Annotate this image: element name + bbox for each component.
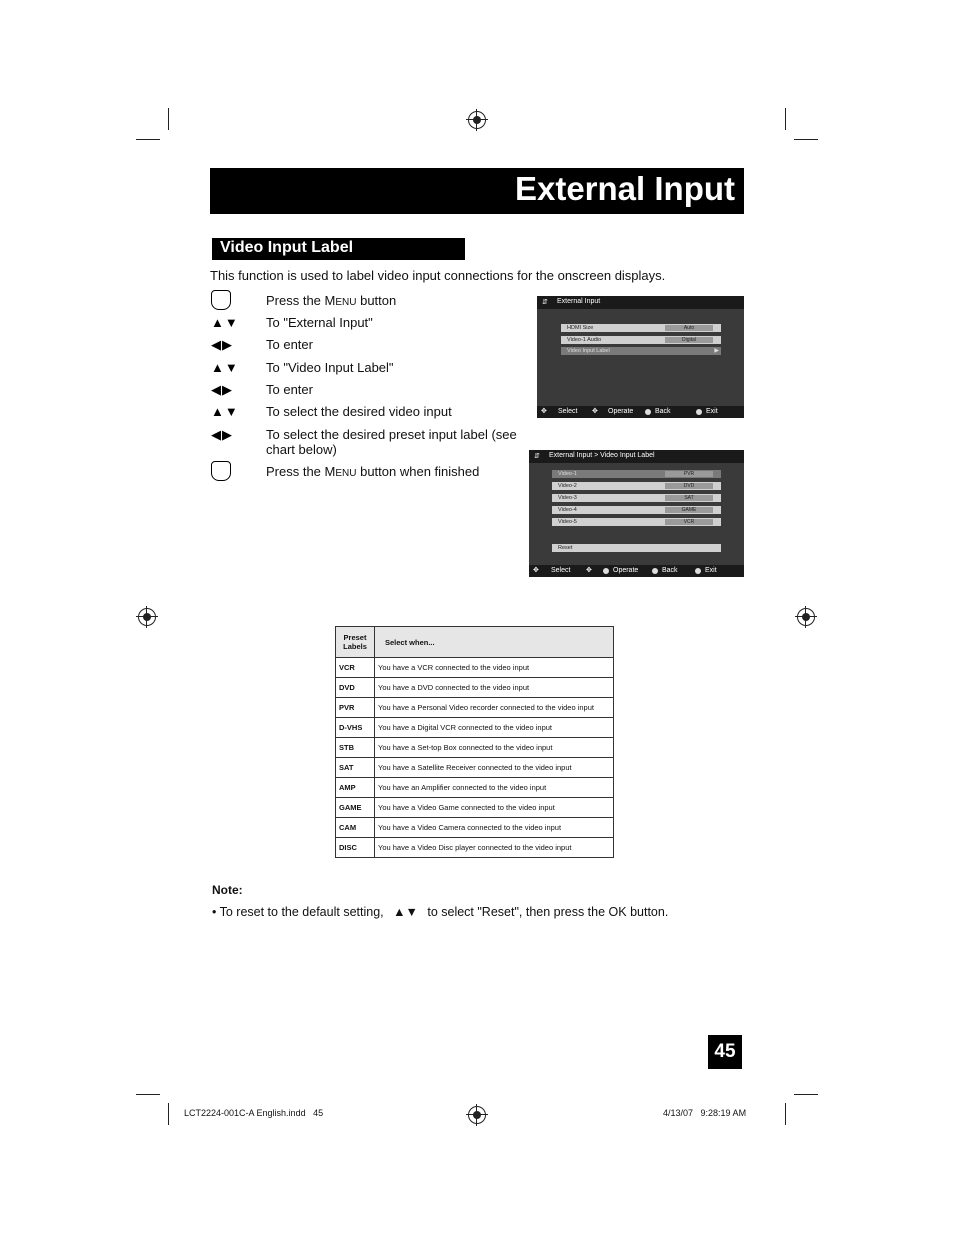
right-arrow-icon: ▶ (714, 348, 719, 354)
osd-row-label: Video-4 (558, 507, 577, 513)
footer-operate: Operate (613, 567, 639, 574)
table-cell-desc: You have a Set-top Box connected to the video input (375, 738, 614, 758)
table-cell-label: SAT (336, 758, 375, 778)
table-cell-label: AMP (336, 778, 375, 798)
osd-row-selected[interactable] (561, 347, 721, 355)
table-cell-desc: You have a Video Camera connected to the video input (375, 818, 614, 838)
osd-screen-video-input-label (529, 450, 744, 577)
osd-row[interactable] (552, 518, 721, 526)
osd-row-value: VCR (665, 519, 713, 525)
hand-icon (211, 290, 231, 310)
registration-mark-icon (797, 608, 815, 626)
back-button-icon (652, 568, 658, 574)
osd-title: External Input > Video Input Label (549, 452, 655, 459)
preset-labels-table (335, 626, 614, 858)
exit-button-icon (696, 409, 702, 415)
footer-exit: Exit (705, 567, 717, 574)
registration-mark-icon (138, 608, 156, 626)
page-number: 45 (714, 1041, 736, 1062)
operate-icon: ✥ (586, 567, 592, 574)
osd-row-label: Video-5 (558, 519, 577, 525)
step-2-text: To "External Input" (266, 315, 373, 330)
osd-title: External Input (557, 298, 601, 305)
up-down-arrows-icon: ▲▼ (211, 315, 239, 330)
up-down-arrows-icon: ▲▼ (211, 404, 239, 419)
osd-row-value: GAME (665, 507, 713, 513)
osd-row-label: Video-1 Audio (567, 337, 602, 343)
left-right-arrows-icon: ◀▶ (211, 337, 233, 352)
crop-mark (794, 139, 818, 140)
table-cell-desc: You have a VCR connected to the video input (375, 658, 614, 678)
osd-row-label: Video-3 (558, 495, 577, 501)
osd-row-label: Video-2 (558, 483, 577, 489)
table-cell-label: STB (336, 738, 375, 758)
note-text-before: To reset to the default setting, (219, 905, 384, 919)
osd-reset-row[interactable] (552, 544, 721, 552)
table-cell-desc: You have an Amplifier connected to the video input (375, 778, 614, 798)
input-icon: ⇵ (534, 453, 540, 460)
crop-mark (136, 1094, 160, 1095)
footer-back: Back (655, 408, 671, 415)
footer-select: Select (551, 567, 571, 574)
table-row (336, 778, 614, 798)
step-1-text: Press the MENU button (266, 293, 397, 308)
registration-mark-icon (468, 111, 486, 129)
osd-row-label: Video-1 (558, 471, 577, 477)
table-row (336, 818, 614, 838)
note-text-after: to select "Reset", then press the OK button. (427, 905, 669, 919)
osd-row-value: Digital (665, 337, 713, 343)
select-icon: ✥ (541, 408, 547, 415)
osd-row-value: Auto (665, 325, 713, 331)
crop-mark (168, 108, 169, 130)
crop-mark (136, 139, 160, 140)
page-title: External Input (514, 170, 735, 207)
step-7-text: To select the desired preset input label (see chart below) (266, 427, 517, 457)
table-cell-label: D-VHS (336, 718, 375, 738)
note-heading: Note: (212, 883, 243, 897)
crop-mark (785, 1103, 786, 1125)
table-cell-desc: You have a Video Disc player connected to the video input (375, 838, 614, 858)
osd-row-value: PVR (665, 471, 713, 477)
osd-row[interactable] (552, 494, 721, 502)
table-row (336, 658, 614, 678)
exit-button-icon (695, 568, 701, 574)
osd-footer (529, 565, 744, 577)
crop-mark (785, 108, 786, 130)
table-header-preset-labels: Preset Labels (336, 627, 375, 658)
table-row (336, 758, 614, 778)
operate-button-icon (603, 568, 609, 574)
osd-row-value: SAT (665, 495, 713, 501)
step-3-text: To enter (266, 337, 313, 352)
osd-row[interactable] (561, 336, 721, 344)
select-icon: ✥ (533, 567, 539, 574)
osd-title-bar (537, 296, 744, 309)
section-heading: Video Input Label (220, 239, 354, 256)
footer-select: Select (558, 408, 578, 415)
crop-mark (168, 1103, 169, 1125)
title-bar (210, 168, 744, 214)
footer-back: Back (662, 567, 678, 574)
table-row (336, 698, 614, 718)
osd-title-bar (529, 450, 744, 463)
crop-mark (794, 1094, 818, 1095)
up-down-arrows-icon: ▲▼ (393, 905, 418, 919)
footer-operate: Operate (608, 408, 634, 415)
osd-row-label: HDMI Size (567, 325, 594, 331)
osd-row-value: DVD (665, 483, 713, 489)
table-cell-label: DVD (336, 678, 375, 698)
input-icon: ⇵ (542, 299, 548, 306)
table-cell-label: VCR (336, 658, 375, 678)
back-button-icon (645, 409, 651, 415)
table-cell-label: PVR (336, 698, 375, 718)
step-8-text: Press the MENU button when finished (266, 464, 480, 479)
hand-icon (211, 461, 231, 481)
osd-row[interactable] (552, 482, 721, 490)
print-footer-file: LCT2224-001C-A English.indd 45 (184, 1108, 324, 1118)
section-bar (212, 238, 465, 260)
step-4-text: To "Video Input Label" (266, 360, 394, 375)
page-number-box (708, 1035, 742, 1069)
registration-mark-icon (468, 1106, 486, 1124)
up-down-arrows-icon: ▲▼ (211, 360, 239, 375)
left-right-arrows-icon: ◀▶ (211, 427, 233, 442)
table-cell-desc: You have a DVD connected to the video input (375, 678, 614, 698)
table-cell-label: DISC (336, 838, 375, 858)
table-cell-desc: You have a Personal Video recorder connected to the video input (375, 698, 614, 718)
table-cell-label: GAME (336, 798, 375, 818)
osd-reset-label: Reset (558, 545, 573, 551)
step-6-text: To select the desired video input (266, 404, 452, 419)
table-cell-label: CAM (336, 818, 375, 838)
footer-exit: Exit (706, 408, 718, 415)
table-row (336, 798, 614, 818)
table-header-select-when: Select when... (375, 627, 614, 658)
table-cell-desc: You have a Satellite Receiver connected to the video input (375, 758, 614, 778)
table-row (336, 718, 614, 738)
intro-text: This function is used to label video input connections for the onscreen displays. (210, 268, 666, 283)
table-cell-desc: You have a Video Game connected to the video input (375, 798, 614, 818)
left-right-arrows-icon: ◀▶ (211, 382, 233, 397)
table-header-row (336, 627, 614, 658)
osd-row-label: Video Input Label (567, 348, 610, 354)
table-cell-desc: You have a Digital VCR connected to the video input (375, 718, 614, 738)
osd-row-selected[interactable] (552, 470, 721, 478)
table-row (336, 838, 614, 858)
table-row (336, 738, 614, 758)
print-footer-date: 4/13/07 9:28:19 AM (663, 1108, 747, 1118)
osd-row[interactable] (552, 506, 721, 514)
table-row (336, 678, 614, 698)
step-5-text: To enter (266, 382, 313, 397)
note-text: • To reset to the default setting, ▲▼ to select "Reset", then press the OK button. (212, 905, 669, 919)
osd-footer (537, 406, 744, 418)
operate-icon: ✥ (592, 408, 598, 415)
osd-screen-external-input (537, 296, 744, 418)
osd-row[interactable] (561, 324, 721, 332)
